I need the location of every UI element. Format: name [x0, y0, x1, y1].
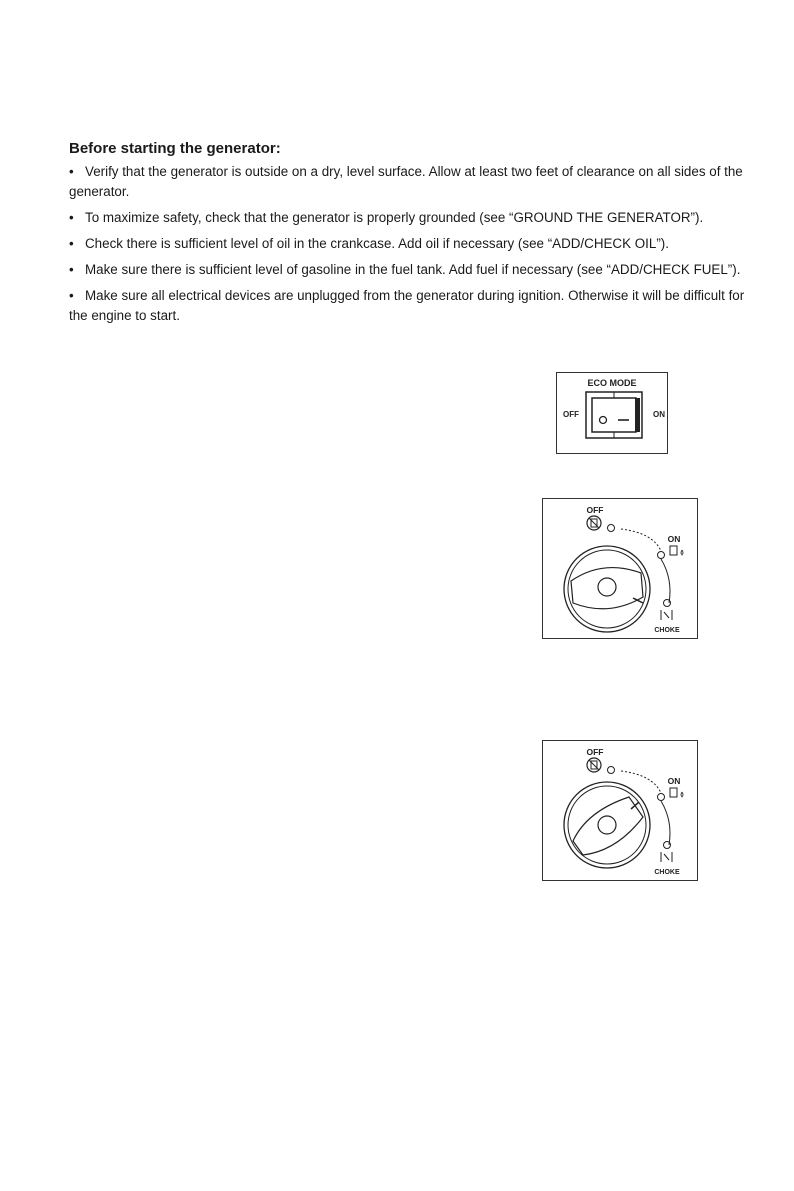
dial-pointer	[631, 802, 639, 809]
eco-mode-title: ECO MODE	[587, 378, 637, 388]
dial-pointer	[633, 598, 643, 603]
bullet-dot: •	[69, 164, 74, 179]
bullet-dot: •	[69, 236, 74, 251]
switch-rocker-on-side	[635, 398, 640, 432]
list-item-text: Verify that the generator is outside on a dry, level surface. Allow at least two feet of clearance on all sides of the generator.	[69, 164, 743, 199]
dial-ring	[564, 546, 650, 632]
list-item	[69, 162, 759, 202]
fuel-dial-figure-choke	[542, 498, 698, 639]
list-item-text: To maximize safety, check that the generator is properly grounded (see “GROUND THE GENERATOR”).	[85, 210, 704, 225]
list-item-text: Make sure all electrical devices are unplugged from the generator during ignition. Otherwise it will be difficult for the engine to start.	[69, 288, 745, 323]
dial2-off-label: OFF	[586, 747, 604, 757]
fuel-pump-icon	[670, 546, 677, 555]
switch-off-mark	[600, 417, 607, 424]
bullet-dot: •	[69, 262, 74, 277]
eco-mode-switch-figure	[556, 372, 668, 454]
checklist	[69, 162, 759, 332]
list-item-text: Check there is sufficient level of oil in the crankcase. Add oil if necessary (see “ADD/CHECK OIL”).	[85, 236, 669, 251]
section-heading: Before starting the generator:	[69, 140, 281, 157]
dial1-choke-label: CHOKE	[654, 627, 680, 634]
dial1-on-label: ON	[667, 534, 681, 544]
bullet-dot: •	[69, 210, 74, 225]
fuel-pump-icon	[670, 788, 677, 797]
fuel-drop-icon	[681, 792, 683, 797]
dial-knob	[573, 797, 643, 855]
bullet-dot: •	[69, 288, 74, 303]
dial-knob	[571, 568, 643, 609]
list-item-text: Make sure there is sufficient level of gasoline in the fuel tank. Add fuel if necessary (see “ADD/CHECK FUEL”).	[85, 262, 741, 277]
fuel-dial-illustration-1	[543, 499, 697, 638]
fuel-dial-illustration-2	[543, 741, 697, 880]
list-item	[69, 234, 759, 254]
list-item	[69, 208, 759, 228]
list-item	[69, 260, 759, 280]
eco-on-label: ON	[653, 410, 665, 419]
eco-off-label: OFF	[563, 410, 579, 419]
fuel-dial-figure-on	[542, 740, 698, 881]
list-item	[69, 286, 759, 326]
dial1-off-label: OFF	[586, 505, 604, 515]
fuel-drop-icon	[681, 550, 683, 555]
eco-mode-switch-illustration	[557, 373, 667, 453]
dial2-on-label: ON	[667, 776, 681, 786]
dial2-choke-label: CHOKE	[654, 869, 680, 876]
